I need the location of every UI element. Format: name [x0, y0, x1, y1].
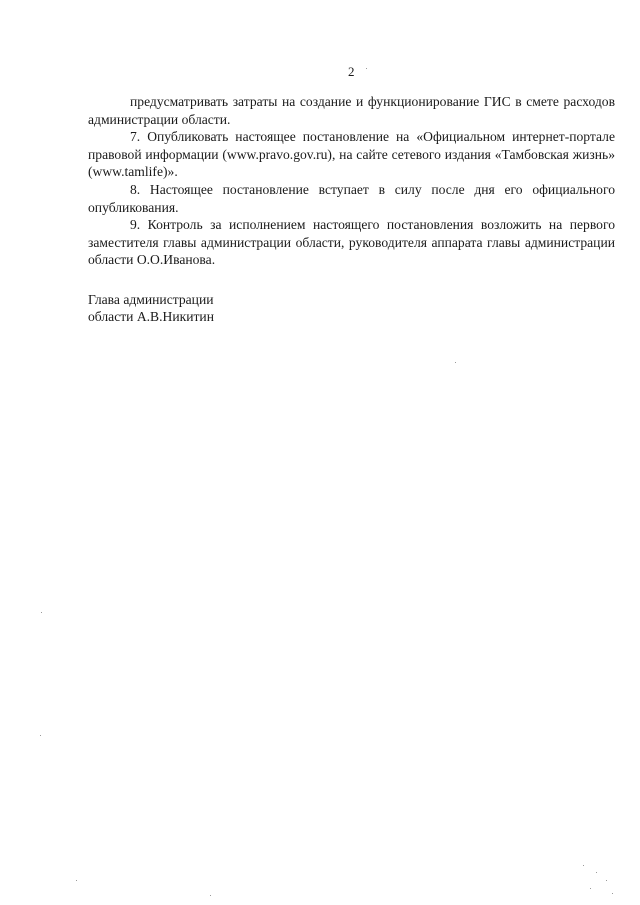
- paragraph-item-9: 9. Контроль за исполнением настоящего постановления возложить на первого заместителя главы администрации области, руководителя аппарата главы администрации области О.О.Иванова.: [88, 217, 615, 268]
- signature-name: области А.В.Никитин: [88, 309, 214, 324]
- scan-speck: [590, 888, 591, 889]
- scan-speck: [583, 865, 584, 866]
- document-body: [88, 93, 615, 269]
- paragraph-item-7: 7. Опубликовать настоящее постановление на «Официальном интернет-портале правовой информации (www.pravo.gov.ru), на сайте сетевого издания «Тамбовская жизнь» (www.tamlife)».: [88, 129, 615, 180]
- signature-block: [88, 291, 214, 325]
- page-number: 2: [348, 64, 355, 79]
- scan-speck: [76, 880, 77, 881]
- scan-speck: [612, 893, 613, 894]
- paragraph-item-8: 8. Настоящее постановление вступает в силу после дня его официального опубликования.: [88, 181, 615, 215]
- scan-speck: [606, 880, 607, 881]
- scan-speck: [40, 735, 41, 736]
- scan-speck: [210, 895, 211, 896]
- scan-speck: [366, 68, 367, 69]
- scan-speck: [455, 362, 456, 363]
- scan-speck: [41, 612, 42, 613]
- signature-title: Глава администрации: [88, 292, 214, 307]
- paragraph-continuation: предусматривать затраты на создание и функционирование ГИС в смете расходов администрации области.: [88, 94, 615, 127]
- scan-speck: [596, 872, 597, 873]
